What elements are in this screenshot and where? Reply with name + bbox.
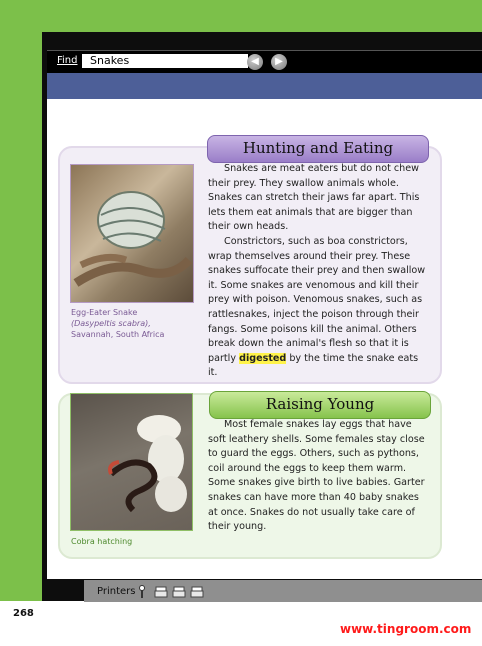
section-heading-hunting: Hunting and Eating <box>207 135 429 163</box>
find-label: Find <box>57 55 78 66</box>
printer-icon[interactable] <box>190 584 204 598</box>
left-arrow-icon: ◀ <box>251 56 259 67</box>
key-icon[interactable] <box>139 584 145 598</box>
right-arrow-icon: ▶ <box>275 56 283 67</box>
back-button[interactable] <box>247 54 263 70</box>
forward-button[interactable] <box>271 54 287 70</box>
egg-eater-snake-photo <box>70 164 194 303</box>
printer-icon[interactable] <box>154 584 168 598</box>
find-toolbar <box>47 50 482 74</box>
printers-label: Printers <box>97 586 136 597</box>
header-band <box>47 73 482 99</box>
search-input[interactable] <box>82 54 248 68</box>
cobra-hatching-photo <box>70 393 193 531</box>
raising-text: Most female snakes lay eggs that have soft leathery shells. Some females stay close to guard the eggs. Others, such as pythons, coil around the eggs to keep them warm. Some snakes give birth to live babies. Garter snakes can have more than 40 baby snakes at once. Snakes do not usually take care of their young. <box>208 419 425 533</box>
photo-caption-egg-eater: Egg-Eater Snake (Dasypeltis scabra), Savannah, South Africa <box>71 308 165 339</box>
bottom-toolbar <box>84 580 482 602</box>
printer-icon[interactable] <box>172 584 186 598</box>
section-heading-raising: Raising Young <box>209 391 431 419</box>
glossary-word-digested[interactable]: digested <box>239 352 287 364</box>
page-number: 268 <box>13 608 34 619</box>
photo-caption-cobra: Cobra hatching <box>71 537 133 546</box>
hunting-text: Snakes are meat eaters but do not chew their prey. They swallow animals whole. Snakes can stretch their jaws far apart. This lets them eat animals that are bigger than their own heads. Constrictors, such as boa constrictors, wrap themselves around their prey. These snakes suffocate their prey and then swallow it. Some snakes are venomous and kill their prey with poison. Venomous snakes, such as rattlesnakes, inject the poison through their fangs. Some poisons kill the animal. Others break down the animal's flesh so that it is partly digested by the time the snake eats it. <box>208 163 426 379</box>
watermark-url: www.tingroom.com <box>340 622 472 636</box>
